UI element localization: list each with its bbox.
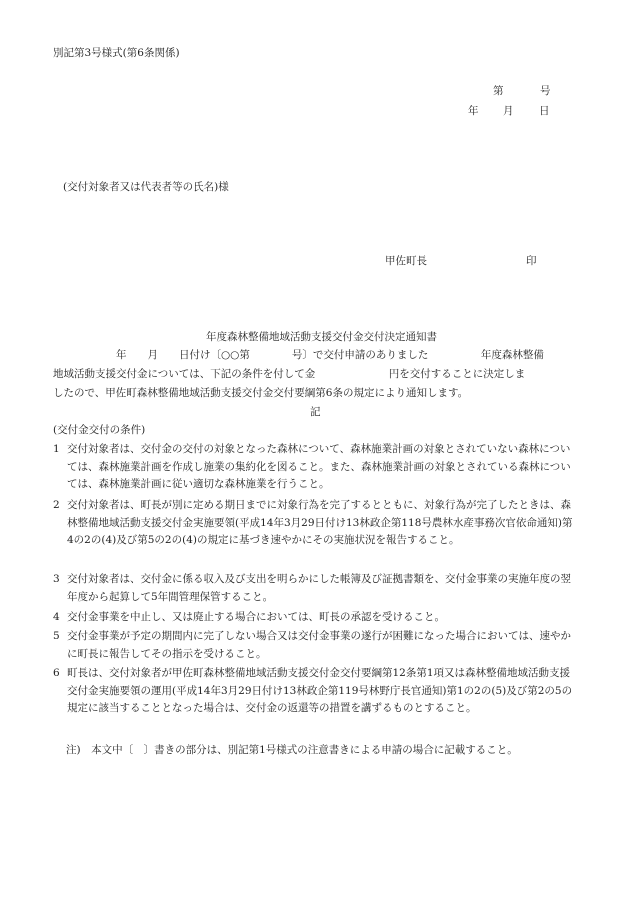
footnote: 注) 本文中〔 〕書きの部分は、別記第1号様式の注意書きによる申請の場合に記載すること。 <box>66 744 518 756</box>
addressee: (交付対象者又は代表者等の氏名)様 <box>63 181 229 193</box>
condition-number: 6 <box>53 667 60 679</box>
conditions-heading: (交付金交付の条件) <box>53 424 146 436</box>
condition-item <box>53 441 573 494</box>
doc-number-suffix: 号 <box>540 85 551 97</box>
date-month: 月 <box>503 105 514 117</box>
condition-number: 4 <box>53 611 60 623</box>
condition-item <box>53 628 573 663</box>
condition-number: 5 <box>53 630 60 642</box>
date-year: 年 <box>468 105 479 117</box>
body-line-2: 地域活動支援交付金については、下記の条件を付して金 円を交付することに決定しま <box>53 368 526 380</box>
condition-text: 交付対象者は、交付金に係る収入及び支出を明らかにした帳簿及び証拠書類を、交付金事業の実施年度の翌年度から起算して5年間管理保管すること。 <box>67 573 571 603</box>
body-line-1: 年 月 日付け〔○○第 号〕で交付申請のありました 年度森林整備 <box>116 349 544 361</box>
condition-text: 交付対象者は、町長が別に定める期日までに対象行為を完了するとともに、対象行為が完了したときは、森林整備地域活動支援交付金実施要領(平成14年3月29日付け13林政企第118号農林水産事務次官依命通知)第4の2の(4)及び第5の2の(4)の規定に基づき速やかにその実施状況を報告すること。 <box>67 499 573 546</box>
doc-number-prefix: 第 <box>493 85 504 97</box>
condition-number: 3 <box>53 573 60 585</box>
condition-number: 1 <box>53 443 60 455</box>
seal-mark: 印 <box>526 255 537 267</box>
condition-text: 町長は、交付対象者が甲佐町森林整備地域活動支援交付金交付要綱第12条第1項又は森林整備地域活動支援交付金実施要領の運用(平成14年3月29日付け13林政企第119号林野庁長官通知)第1の2の(5)及び第2の5の規定に該当することとなった場合は、交付金の返還等の措置を講ずるものとすること。 <box>67 667 573 714</box>
form-label: 別記第3号様式(第6条関係) <box>53 47 180 59</box>
condition-item <box>53 571 573 606</box>
ki-label: 記 <box>310 406 321 418</box>
condition-item <box>53 665 573 718</box>
issuer-name: 甲佐町長 <box>385 255 427 267</box>
date-day: 日 <box>539 105 550 117</box>
body-line-3: したので、甲佐町森林整備地域活動支援交付金交付要綱第6条の規定により通知します。 <box>53 387 469 399</box>
condition-item <box>53 609 573 627</box>
condition-text: 交付対象者は、交付金の交付の対象となった森林について、森林施業計画の対象とされていない森林については、森林施業計画を作成し施業の集約化を図ること。また、森林施業計画の対象とされている森林については、森林施業計画に従い適切な森林施業を行うこと。 <box>67 443 571 490</box>
notice-title: 年度森林整備地域活動支援交付金交付決定通知書 <box>206 331 437 343</box>
condition-number: 2 <box>53 499 60 511</box>
condition-item <box>53 497 573 550</box>
condition-text: 交付金事業を中止し、又は廃止する場合においては、町長の承認を受けること。 <box>67 611 445 623</box>
condition-text: 交付金事業が予定の期間内に完了しない場合又は交付金事業の遂行が困難になった場合においては、速やかに町長に報告してその指示を受けること。 <box>67 630 571 660</box>
